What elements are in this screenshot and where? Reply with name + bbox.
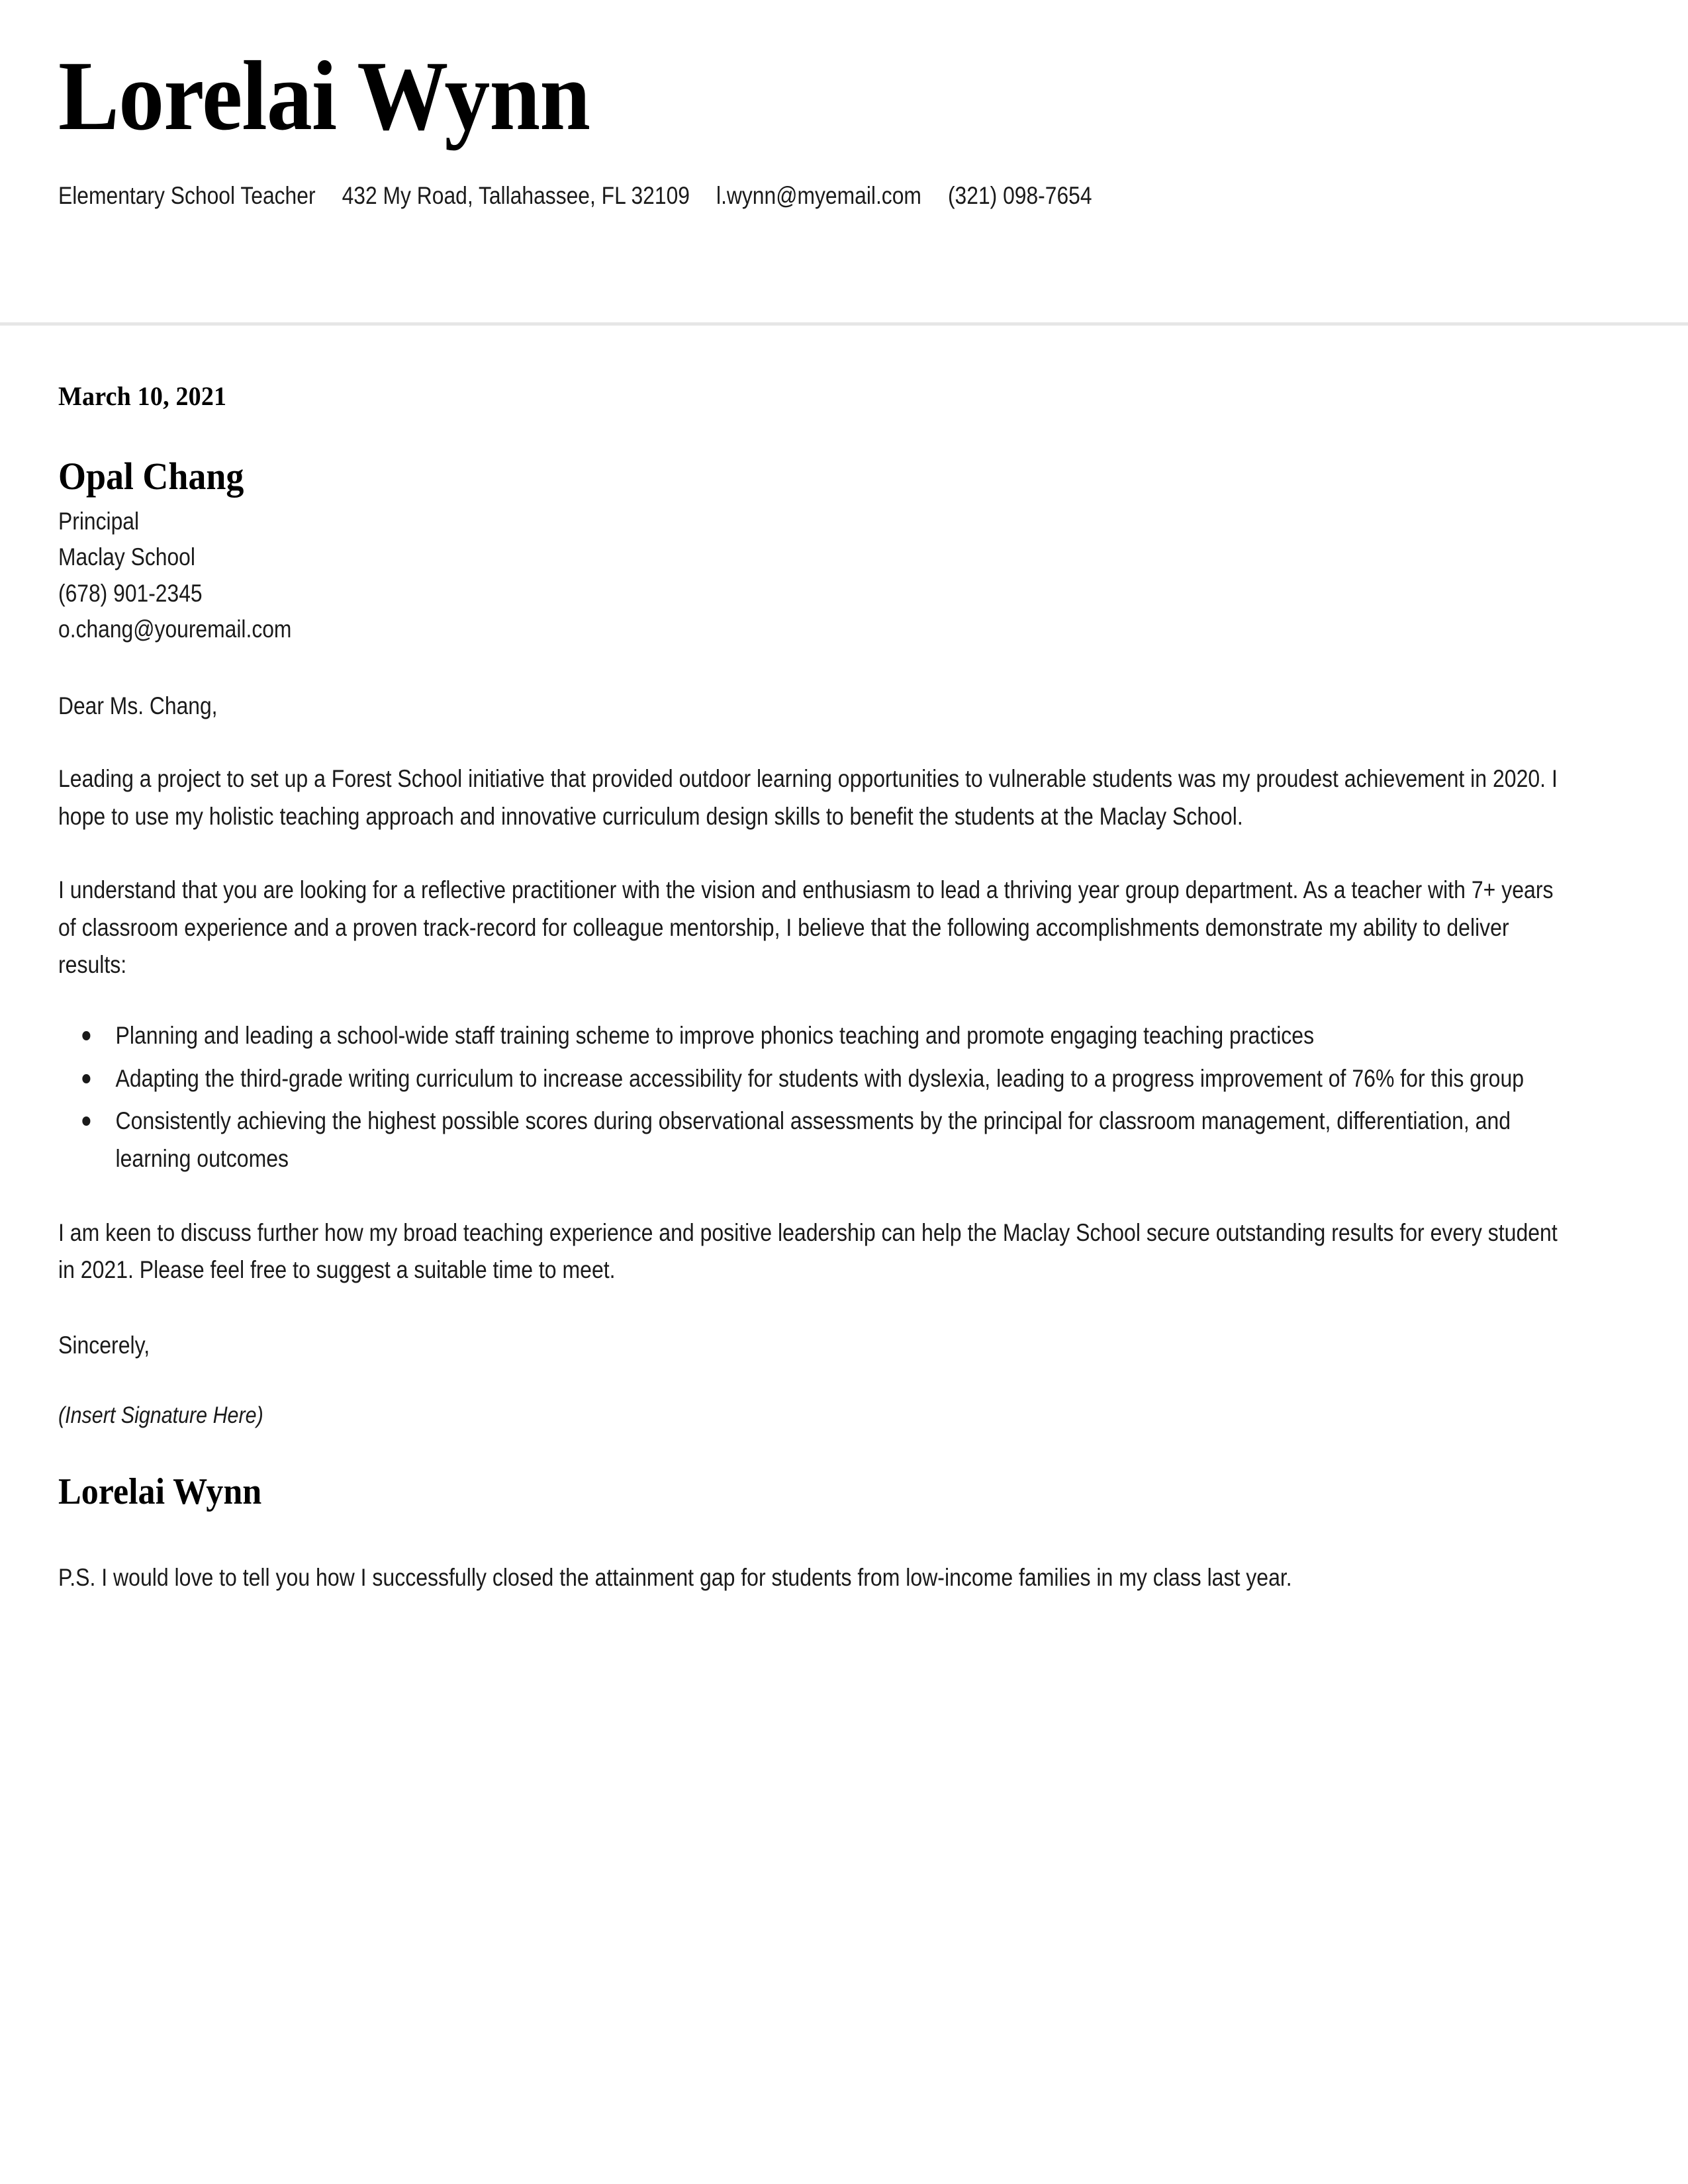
body-paragraph-1: Leading a project to set up a Forest School initiative that provided outdoor learning opportunities to vulnerable students was my proudest achievement in 2020. I hope to use my holistic teaching approach and innovative curriculum design skills to benefit the students at the Maclay School. (58, 765, 1558, 830)
achievement-text: Consistently achieving the highest possible scores during observational assessments by the principal for classroom management, differentiation, and learning outcomes (115, 1107, 1511, 1172)
letter-date: March 10, 2021 (58, 381, 227, 411)
salutation: Dear Ms. Chang, (58, 692, 218, 720)
bullet-icon (82, 1031, 90, 1040)
applicant-job-title: Elementary School Teacher (58, 182, 316, 209)
achievement-text: Planning and leading a school-wide staff training scheme to improve phonics teaching and promote engaging teaching practices (115, 1022, 1315, 1050)
applicant-address: 432 My Road, Tallahassee, FL 32109 (342, 182, 690, 209)
signature-name: Lorelai Wynn (58, 1471, 262, 1513)
page-title: Lorelai Wynn (58, 41, 590, 151)
list-item (58, 1103, 1575, 1177)
recipient-phone[interactable]: (678) 901-2345 (58, 579, 203, 607)
recipient-title: Principal (58, 507, 140, 535)
recipient-name: Opal Chang (58, 455, 244, 498)
list-item (58, 1060, 1575, 1098)
achievements-list (58, 1017, 1575, 1177)
closing-paragraph: I am keen to discuss further how my broad teaching experience and positive leadership can help the Maclay School secure outstanding results for every student in 2021. Please feel free to suggest a suitable time to meet. (58, 1218, 1558, 1284)
postscript: P.S. I would love to tell you how I successfully closed the attainment gap for students from low-income families in my class last year. (58, 1564, 1292, 1592)
letter-header (0, 0, 1688, 210)
bullet-icon (82, 1116, 90, 1126)
letter-body (58, 381, 1601, 1621)
bullet-icon (82, 1074, 90, 1083)
body-paragraph-2: I understand that you are looking for a reflective practitioner with the vision and enthusiasm to lead a thriving year group department. As a teacher with 7+ years of classroom experience and a proven track-record for colleague mentorship, I believe that the following accomplishments demonstrate my ability to deliver results: (58, 876, 1554, 979)
achievement-text: Adapting the third-grade writing curriculum to increase accessibility for students with dyslexia, leading to a progress improvement of 76% for this group (115, 1064, 1524, 1092)
applicant-phone[interactable]: (321) 098-7654 (947, 182, 1092, 209)
contact-line (58, 181, 1460, 210)
recipient-block (58, 504, 1385, 648)
recipient-organization: Maclay School (58, 543, 195, 571)
applicant-email[interactable]: l.wynn@myemail.com (716, 182, 921, 209)
signature-placeholder: (Insert Signature Here) (58, 1402, 263, 1429)
header-divider (0, 322, 1688, 326)
closing-salutation: Sincerely, (58, 1331, 150, 1359)
recipient-email[interactable]: o.chang@youremail.com (58, 615, 292, 643)
list-item (58, 1017, 1575, 1055)
